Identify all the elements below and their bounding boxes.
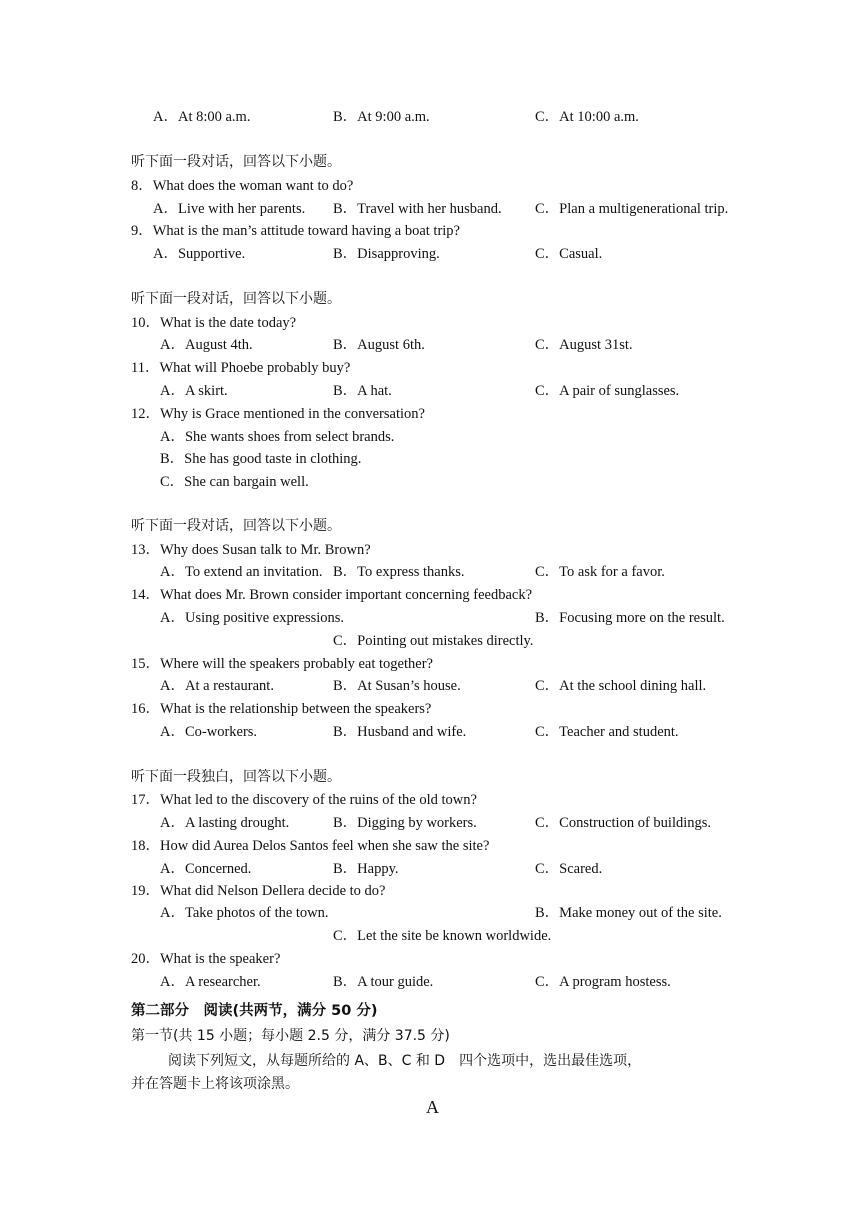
question-stem: 8．What does the woman want to do? xyxy=(131,178,354,194)
option-b: B．She has good taste in clothing. xyxy=(160,451,362,467)
option-a: A．Using positive expressions. xyxy=(160,610,345,626)
option-b: B．Digging by workers. xyxy=(333,815,477,831)
question-stem: 15．Where will the speakers probably eat together? xyxy=(131,656,433,672)
option-b: B．Focusing more on the result. xyxy=(535,610,725,626)
question-stem: 10．What is the date today? xyxy=(131,315,297,331)
option-b: B．Disapproving. xyxy=(333,246,440,262)
option-c: C．Construction of buildings. xyxy=(535,815,712,831)
passage-letter: A xyxy=(426,1097,439,1117)
option-a: A．A skirt. xyxy=(160,383,228,399)
section-intro: 听下面一段独白，回答以下小题。 xyxy=(131,769,341,785)
option-c: C．Plan a multigenerational trip. xyxy=(535,201,729,217)
option-c: C．Pointing out mistakes directly. xyxy=(333,633,534,649)
q7-option-b: B．At 9:00 a.m. xyxy=(333,109,430,125)
option-a: A．Live with her parents. xyxy=(153,201,306,217)
option-c: C．She can bargain well. xyxy=(160,474,309,490)
section-intro: 听下面一段对话，回答以下小题。 xyxy=(131,518,341,534)
question-stem: 13．Why does Susan talk to Mr. Brown? xyxy=(131,542,371,558)
option-b: B．A tour guide. xyxy=(333,974,434,990)
q7-option-c: C．At 10:00 a.m. xyxy=(535,109,639,125)
option-c: C．To ask for a favor. xyxy=(535,564,665,580)
option-c: C．Scared. xyxy=(535,861,603,877)
question-stem: 18．How did Aurea Delos Santos feel when she saw the site? xyxy=(131,838,490,854)
option-b: B．Happy. xyxy=(333,861,399,877)
option-a: A．A researcher. xyxy=(160,974,261,990)
question-stem: 20．What is the speaker? xyxy=(131,951,281,967)
question-stem: 17．What led to the discovery of the ruins of the old town? xyxy=(131,792,477,808)
option-b: B．At Susan’s house. xyxy=(333,678,461,694)
option-b: B．Husband and wife. xyxy=(333,724,467,740)
option-c: C．Let the site be known worldwide. xyxy=(333,928,552,944)
option-a: A．At a restaurant. xyxy=(160,678,274,694)
option-b: B．A hat. xyxy=(333,383,392,399)
option-a: A．A lasting drought. xyxy=(160,815,290,831)
section-heading: 第一节(共 15 小题；每小题 2.5 分，满分 37.5 分) xyxy=(131,1028,450,1044)
section-intro: 听下面一段对话，回答以下小题。 xyxy=(131,154,341,170)
option-a: A．Supportive. xyxy=(153,246,246,262)
instruction-text: 并在答题卡上将该项涂黑。 xyxy=(131,1076,299,1092)
question-stem: 14．What does Mr. Brown consider important concerning feedback? xyxy=(131,587,533,603)
option-b: B．To express thanks. xyxy=(333,564,465,580)
option-c: C．A pair of sunglasses. xyxy=(535,383,680,399)
option-c: C．August 31st. xyxy=(535,337,633,353)
option-a: A．Co-workers. xyxy=(160,724,258,740)
option-b: B．Make money out of the site. xyxy=(535,905,722,921)
option-c: C．At the school dining hall. xyxy=(535,678,707,694)
section-intro: 听下面一段对话，回答以下小题。 xyxy=(131,291,341,307)
q7-option-a: A．At 8:00 a.m. xyxy=(153,109,251,125)
option-a: A．She wants shoes from select brands. xyxy=(160,429,395,445)
question-stem: 16．What is the relationship between the speakers? xyxy=(131,701,432,717)
option-b: B．Travel with her husband. xyxy=(333,201,502,217)
option-c: C．Teacher and student. xyxy=(535,724,679,740)
option-c: C．A program hostess. xyxy=(535,974,671,990)
option-a: A．Concerned. xyxy=(160,861,252,877)
option-a: A．To extend an invitation. xyxy=(160,564,323,580)
instruction-text: 阅读下列短文，从每题所给的 A、B、C 和 D 四个选项中，选出最佳选项， xyxy=(168,1053,642,1069)
option-c: C．Casual. xyxy=(535,246,603,262)
question-stem: 11．What will Phoebe probably buy? xyxy=(131,360,351,376)
question-stem: 9．What is the man’s attitude toward having a boat trip? xyxy=(131,223,460,239)
option-a: A．August 4th. xyxy=(160,337,253,353)
option-b: B．August 6th. xyxy=(333,337,425,353)
option-a: A．Take photos of the town. xyxy=(160,905,329,921)
part-heading: 第二部分 阅读(共两节，满分 50 分) xyxy=(131,1003,378,1019)
question-stem: 19．What did Nelson Dellera decide to do? xyxy=(131,883,386,899)
question-stem: 12．Why is Grace mentioned in the conversation? xyxy=(131,406,425,422)
